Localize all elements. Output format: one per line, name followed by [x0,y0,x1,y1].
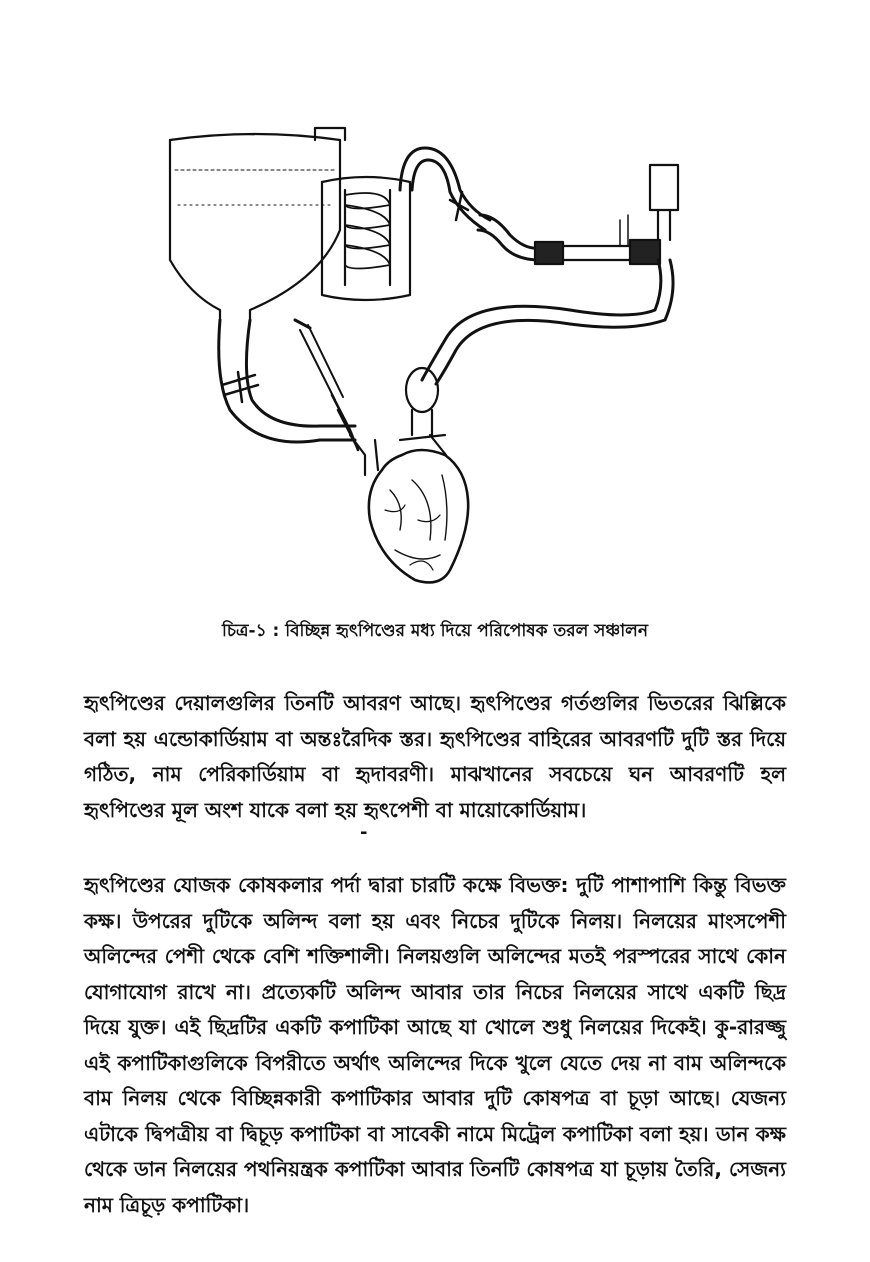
figure-drawing [150,110,720,600]
stray-mark: - [360,822,368,843]
heart-perfusion-figure [150,110,720,600]
reservoir-bottle [170,128,345,320]
body-paragraph-1: হৃৎপিণ্ডের দেয়ালগুলির তিনটি আবরণ আছে। হৃৎপিণ্ডের গর্তগুলির ভিতরের ঝিল্লিকে বলা হয় এন্ডোকার্ডিয়াম বা অন্তঃরৈদিক স্তর। হৃৎপিণ্ডের বাহিরের আবরণটি দুটি স্তর দিয়ে গঠিত, নাম পেরিকার্ডিয়াম বা হৃদাবরণী। মাঝখানের সবচেয়ে ঘন আবরণটি হল হৃৎপিণ্ডের মূল অংশ যাকে বলা হয় হৃৎপেশী বা মায়োকোর্ডিয়াম। [84,691,786,822]
heart-shape [369,450,468,582]
body-paragraph-2: হৃৎপিণ্ডের যোজক কোষকলার পর্দা দ্বারা চারটি কক্ষে বিভক্ত: দুটি পাশাপাশি কিন্তু বিভক্ত কক্ষ। উপরের দুটিকে অলিন্দ বলা হয় এবং নিচের দুটিকে নিলয়। নিলয়ের মাংসপেশী অলিন্দের পেশী থেকে বেশি শক্তিশালী। নিলয়গুলি অলিন্দের মতই পরস্পরের সাথে কোন যোগাযোগ রাখে না। প্রত্যেকটি অলিন্দ আবার তার নিচের নিলয়ের সাথে একটি ছিদ্র দিয়ে যুক্ত। এই ছিদ্রটির একটি কপাটিকা আছে যা খোলে শুধু নিলয়ের দিকেই। কু-রারজ্জু এই কপাটিকাগুলিকে বিপরীতে অর্থাৎ অলিন্দের দিকে খুলে যেতে দেয় না বাম অলিন্দকে বাম নিলয় থেকে বিচ্ছিন্নকারী কপাটিকার আবার দুটি কোষপত্র বা চূড়া আছে। যেজন্য এটাকে দ্বিপত্রীয় বা দ্বিচূড় কপাটিকা বা সাবেকী নামে মিট্রেল কপাটিকা বলা হয়। ডান কক্ষ থেকে ডান নিলয়ের পথনিয়ন্ত্রক কপাটিকা আবার তিনটি কোষপত্র যা চূড়ায় তৈরি, সেজন্য নাম ত্রিচূড় কপাটিকা। [84,873,786,1217]
figure-caption: চিত্র-১ : বিচ্ছিন্ন হৃৎপিণ্ডের মধ্য দিয়ে পরিপোষক তরল সঞ্চালন [221,621,648,641]
